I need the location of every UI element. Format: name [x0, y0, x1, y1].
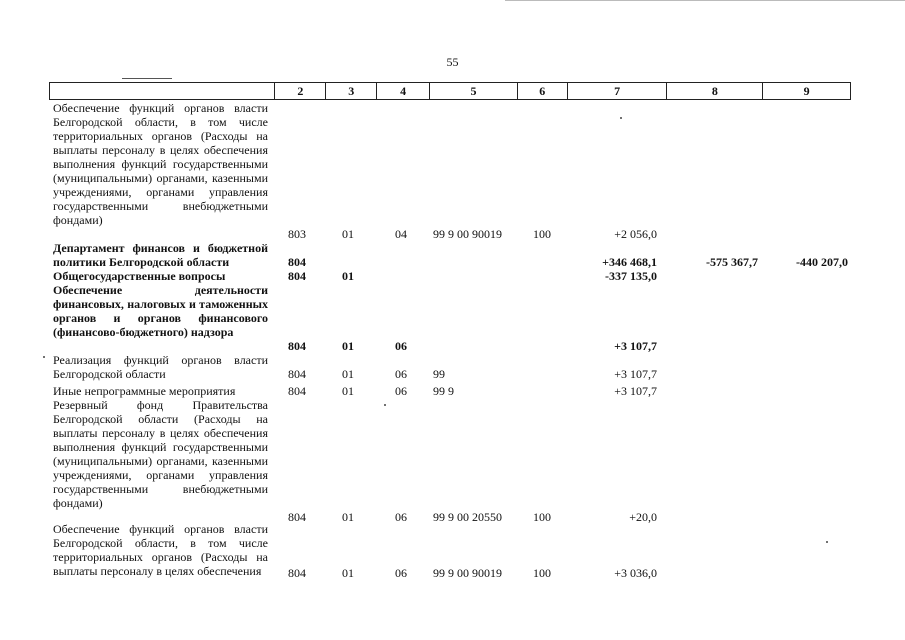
- cell-section: 01: [342, 227, 354, 241]
- cell-subsection: 06: [395, 367, 407, 381]
- table-row: [53, 522, 853, 578]
- table-row: [53, 398, 853, 522]
- cell-amount-col7: +20,0: [629, 510, 657, 524]
- cell-subsection: 06: [395, 384, 407, 398]
- cell-amount-col7: +3 107,7: [614, 384, 657, 398]
- cell-section: 01: [342, 384, 354, 398]
- cell-amount-col9: -440 207,0: [796, 255, 848, 269]
- table-row: [53, 353, 853, 381]
- scan-speck: [826, 541, 828, 543]
- cell-target-article: 99 9: [433, 384, 454, 398]
- cell-amount-col8: -575 367,7: [706, 255, 758, 269]
- cell-expense-type: 100: [533, 510, 551, 524]
- cell-amount-col7: +3 107,7: [614, 367, 657, 381]
- header-cell-9: 9: [762, 83, 850, 99]
- cell-expense-type: 100: [533, 227, 551, 241]
- table-row: [53, 283, 853, 353]
- header-cell-8: 8: [666, 83, 762, 99]
- cell-section: 01: [342, 510, 354, 524]
- cell-ministry: 804: [288, 384, 306, 398]
- cell-expense-type: 100: [533, 566, 551, 580]
- row-description: Обеспечение деятельности финансовых, налоговых и таможенных органов и органов финансового (финансово-бюджетного) надзора: [53, 283, 268, 339]
- cell-amount-col7: -337 135,0: [605, 269, 657, 283]
- header-mark: [122, 78, 172, 79]
- cell-section: 01: [342, 269, 354, 283]
- cell-subsection: 06: [395, 566, 407, 580]
- cell-subsection: 06: [395, 510, 407, 524]
- row-description: Реализация функций органов власти Белгородской области: [53, 353, 268, 381]
- cell-ministry: 804: [288, 269, 306, 283]
- row-description: Общегосударственные вопросы: [53, 269, 226, 283]
- table-row: [53, 269, 853, 283]
- row-description: Иные непрограммные мероприятия: [53, 384, 236, 398]
- header-cell-1: [50, 83, 274, 99]
- scan-speck: [43, 356, 45, 358]
- row-description: Обеспечение функций органов власти Белгородской области, в том числе территориальных органов (Расходы на выплаты персоналу в целях обеспечения выполнения функций государственными (муниципальными) органами, казенными учреждениями, органами управления государственными внебюджетными фондами): [53, 101, 268, 227]
- cell-amount-col7: +3 107,7: [614, 339, 657, 353]
- table-row: [53, 241, 853, 269]
- cell-subsection: 06: [395, 339, 407, 353]
- header-cell-2: 2: [274, 83, 325, 99]
- table-header-row: [49, 82, 851, 100]
- header-cell-5: 5: [429, 83, 517, 99]
- header-cell-7: 7: [567, 83, 667, 99]
- cell-ministry: 803: [288, 227, 306, 241]
- scan-speck: [384, 404, 386, 406]
- page-number: 55: [446, 55, 459, 69]
- row-description: Обеспечение функций органов власти Белгородской области, в том числе территориальных органов (Расходы на выплаты персоналу в целях обеспечения: [53, 522, 268, 578]
- cell-target-article: 99 9 00 90019: [433, 227, 502, 241]
- cell-amount-col7: +3 036,0: [614, 566, 657, 580]
- header-cell-6: 6: [517, 83, 567, 99]
- cell-amount-col7: +346 468,1: [602, 255, 657, 269]
- cell-ministry: 804: [288, 339, 306, 353]
- table-row: [53, 101, 853, 241]
- row-description: Резервный фонд Правительства Белгородской области (Расходы на выплаты персоналу в целях обеспечения выполнения функций государственными (муниципальными) органами, казенными учреждениями, органами управления государственными внебюджетными фондами): [53, 398, 268, 510]
- top-edge-rule: [505, 0, 905, 1]
- header-cell-4: 4: [376, 83, 429, 99]
- cell-target-article: 99: [433, 367, 445, 381]
- scan-speck: [620, 117, 622, 119]
- table-row: [53, 384, 853, 398]
- cell-ministry: 804: [288, 510, 306, 524]
- cell-target-article: 99 9 00 90019: [433, 566, 502, 580]
- cell-section: 01: [342, 367, 354, 381]
- cell-subsection: 04: [395, 227, 407, 241]
- cell-target-article: 99 9 00 20550: [433, 510, 502, 524]
- cell-ministry: 804: [288, 367, 306, 381]
- cell-section: 01: [342, 566, 354, 580]
- cell-ministry: 804: [288, 566, 306, 580]
- header-cell-3: 3: [325, 83, 376, 99]
- cell-amount-col7: +2 056,0: [614, 227, 657, 241]
- row-description: Департамент финансов и бюджетной политики Белгородской области: [53, 241, 268, 269]
- cell-ministry: 804: [288, 255, 306, 269]
- cell-section: 01: [342, 339, 354, 353]
